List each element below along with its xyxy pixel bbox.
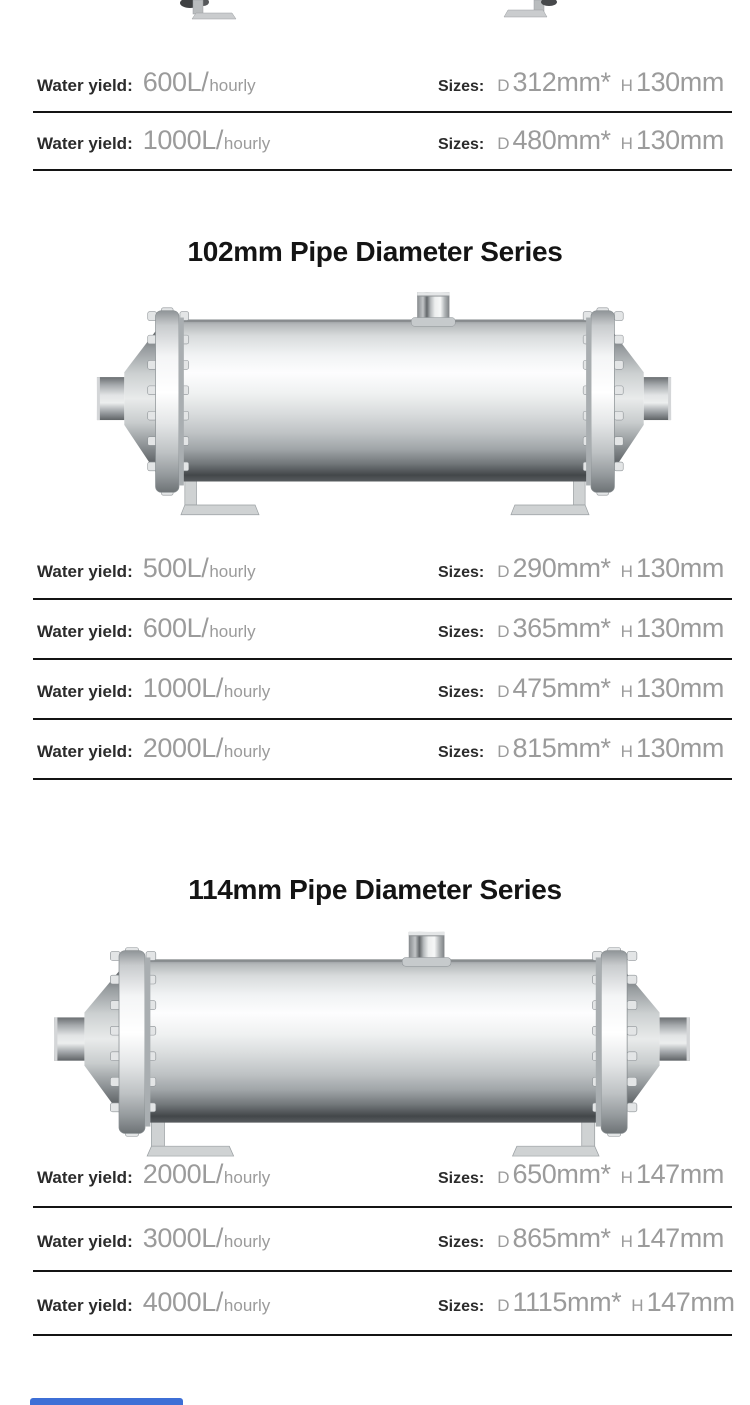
height-prefix: H xyxy=(620,76,633,95)
sizes-cell xyxy=(438,1287,735,1318)
spec-row xyxy=(33,1272,735,1336)
diameter-value: 1115mm* xyxy=(512,1287,622,1317)
spec-row xyxy=(33,660,732,720)
diameter-value: 480mm* xyxy=(512,125,611,155)
sizes-cell xyxy=(438,553,732,584)
sizes-cell xyxy=(438,1159,732,1190)
diameter-prefix: D xyxy=(497,1168,510,1187)
diameter-prefix: D xyxy=(497,134,510,153)
sizes-label: Sizes: xyxy=(438,78,485,95)
height-value: 147mm xyxy=(646,1287,735,1317)
diameter-value: 865mm* xyxy=(512,1223,611,1253)
diameter-value: 312mm* xyxy=(512,67,611,97)
diameter-value: 365mm* xyxy=(512,613,611,643)
water-yield-unit: hourly xyxy=(209,562,256,581)
section-title-102mm: 102mm Pipe Diameter Series xyxy=(187,236,563,267)
spec-table-102mm xyxy=(33,540,732,780)
spec-row xyxy=(33,720,732,780)
height-value: 147mm xyxy=(635,1159,724,1189)
height-value: 130mm xyxy=(635,673,724,703)
water-yield-label: Water yield: xyxy=(37,1168,133,1187)
next-section-peek xyxy=(30,1398,183,1405)
water-yield-unit: hourly xyxy=(223,1168,271,1187)
sizes-cell xyxy=(438,673,732,704)
water-yield-cell xyxy=(37,553,438,584)
previous-product-feet-fragment xyxy=(0,0,750,26)
height-prefix: H xyxy=(620,682,633,701)
water-yield-unit: hourly xyxy=(209,622,256,641)
product-image-102mm-filter xyxy=(95,286,673,517)
sizes-label: Sizes: xyxy=(438,624,485,641)
section-title-114mm: 114mm Pipe Diameter Series xyxy=(188,874,562,905)
water-yield-unit: hourly xyxy=(223,1232,271,1251)
sizes-label: Sizes: xyxy=(438,1298,485,1315)
spec-row xyxy=(33,1144,732,1208)
diameter-value: 815mm* xyxy=(512,733,611,763)
sizes-label: Sizes: xyxy=(438,564,485,581)
height-value: 130mm xyxy=(635,67,724,97)
height-prefix: H xyxy=(620,134,633,153)
sizes-cell xyxy=(438,613,732,644)
water-yield-cell xyxy=(37,1159,438,1190)
water-yield-unit: hourly xyxy=(223,742,271,761)
water-yield-value: 1000L/ xyxy=(142,673,223,703)
water-yield-label: Water yield: xyxy=(37,1296,133,1315)
height-prefix: H xyxy=(631,1296,644,1315)
height-value: 130mm xyxy=(635,733,724,763)
diameter-prefix: D xyxy=(497,562,510,581)
sizes-cell xyxy=(438,125,732,156)
sizes-cell xyxy=(438,733,732,764)
water-yield-cell xyxy=(37,673,438,704)
water-yield-cell xyxy=(37,733,438,764)
sizes-cell xyxy=(438,1223,732,1254)
water-yield-label: Water yield: xyxy=(37,682,133,701)
water-yield-value: 4000L/ xyxy=(142,1287,223,1317)
sizes-label: Sizes: xyxy=(438,684,485,701)
water-yield-unit: hourly xyxy=(223,134,271,153)
water-yield-value: 2000L/ xyxy=(142,1159,223,1189)
water-yield-label: Water yield: xyxy=(37,134,133,153)
diameter-prefix: D xyxy=(497,1296,510,1315)
sizes-label: Sizes: xyxy=(438,744,485,761)
product-image-114mm-filter xyxy=(52,926,692,1158)
diameter-prefix: D xyxy=(497,742,510,761)
diameter-prefix: D xyxy=(497,76,510,95)
spec-table-114mm xyxy=(33,1144,735,1336)
sizes-label: Sizes: xyxy=(438,1170,485,1187)
height-prefix: H xyxy=(620,1168,633,1187)
water-yield-value: 3000L/ xyxy=(142,1223,223,1253)
water-yield-label: Water yield: xyxy=(37,622,133,641)
diameter-prefix: D xyxy=(497,682,510,701)
water-yield-cell xyxy=(37,67,438,98)
spec-table-previous-series xyxy=(33,55,732,171)
water-yield-value: 2000L/ xyxy=(142,733,223,763)
water-yield-cell xyxy=(37,1223,438,1254)
diameter-prefix: D xyxy=(497,1232,510,1251)
height-prefix: H xyxy=(620,1232,633,1251)
sizes-label: Sizes: xyxy=(438,1234,485,1251)
water-yield-unit: hourly xyxy=(209,76,256,95)
diameter-prefix: D xyxy=(497,622,510,641)
diameter-value: 650mm* xyxy=(512,1159,611,1189)
height-value: 147mm xyxy=(635,1223,724,1253)
spec-row xyxy=(33,600,732,660)
sizes-label: Sizes: xyxy=(438,136,485,153)
spec-row xyxy=(33,55,732,113)
spec-row xyxy=(33,113,732,171)
height-prefix: H xyxy=(620,562,633,581)
water-yield-unit: hourly xyxy=(223,1296,271,1315)
diameter-value: 290mm* xyxy=(512,553,611,583)
water-yield-label: Water yield: xyxy=(37,742,133,761)
water-yield-cell xyxy=(37,613,438,644)
height-value: 130mm xyxy=(635,125,724,155)
water-yield-value: 1000L/ xyxy=(142,125,223,155)
water-yield-cell xyxy=(37,125,438,156)
height-prefix: H xyxy=(620,742,633,761)
sizes-cell xyxy=(438,67,732,98)
water-yield-label: Water yield: xyxy=(37,1232,133,1251)
water-yield-unit: hourly xyxy=(223,682,271,701)
height-value: 130mm xyxy=(635,553,724,583)
water-yield-label: Water yield: xyxy=(37,562,133,581)
water-yield-cell xyxy=(37,1287,438,1318)
water-yield-value: 500L/ xyxy=(142,553,209,583)
height-value: 130mm xyxy=(635,613,724,643)
spec-row xyxy=(33,1208,732,1272)
water-yield-value: 600L/ xyxy=(142,613,209,643)
height-prefix: H xyxy=(620,622,633,641)
diameter-value: 475mm* xyxy=(512,673,611,703)
water-yield-label: Water yield: xyxy=(37,76,133,95)
spec-row xyxy=(33,540,732,600)
water-yield-value: 600L/ xyxy=(142,67,209,97)
